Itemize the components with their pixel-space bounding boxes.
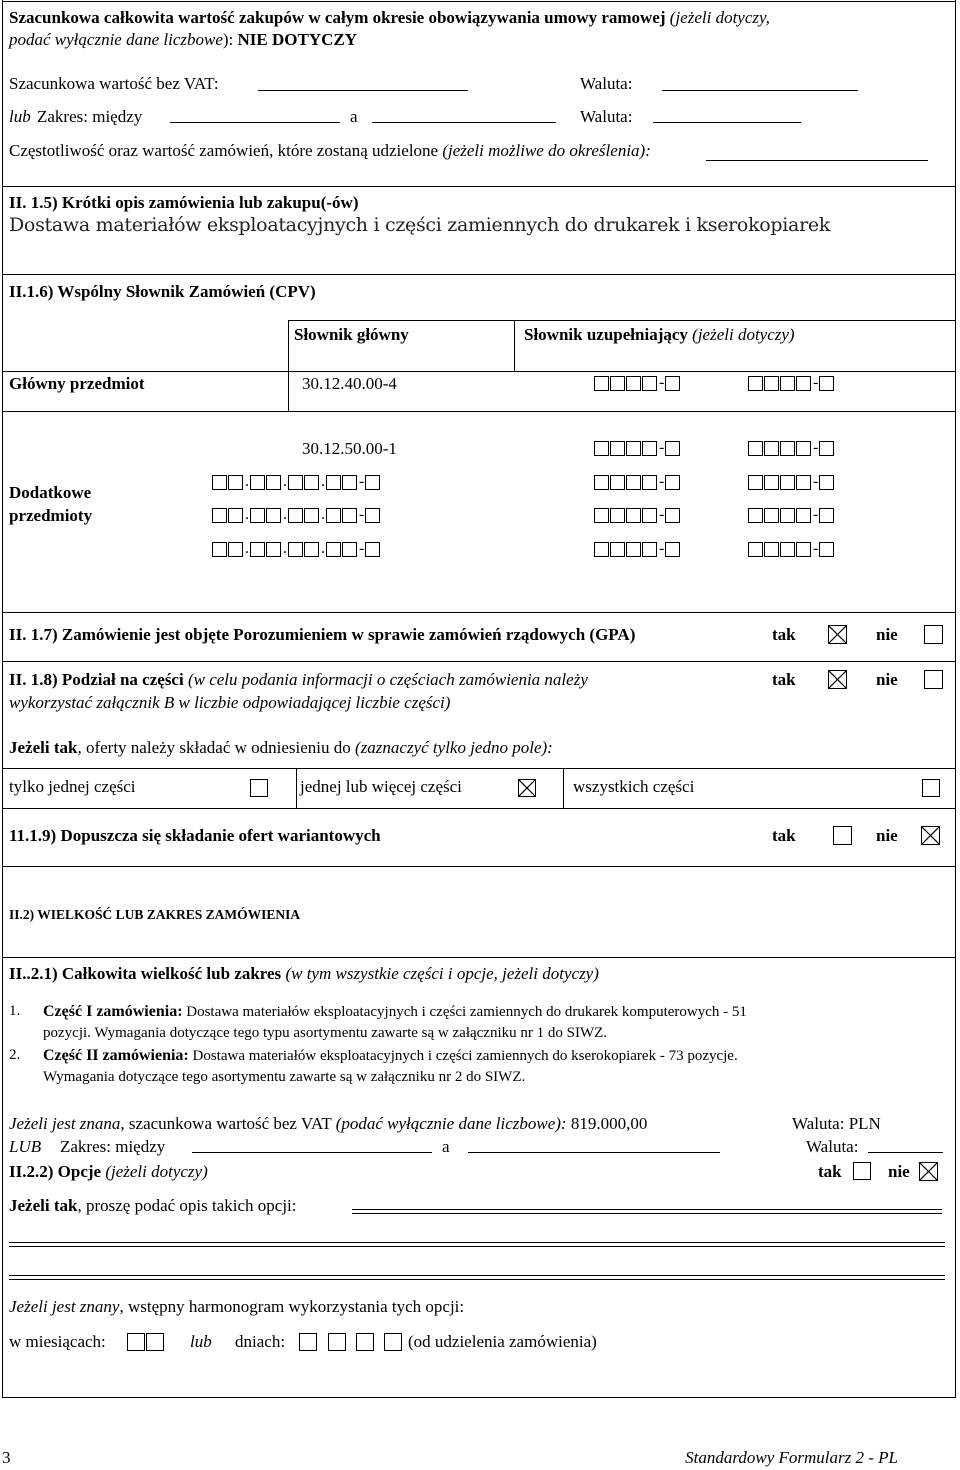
section-1-9-title: 11.1.9) Dopuszcza się składanie ofert wariantowych xyxy=(9,826,381,845)
range-currency-label: Waluta: xyxy=(806,1137,859,1156)
range-label: Zakres: między xyxy=(37,107,143,126)
options-desc-line-2b[interactable] xyxy=(9,1246,945,1247)
range-from-line[interactable] xyxy=(170,122,340,123)
add-main-code-3[interactable]: . . . - xyxy=(212,506,381,524)
variant-yes-label: tak xyxy=(772,826,796,845)
divider-6 xyxy=(2,612,955,613)
options-desc-line-2[interactable] xyxy=(9,1242,945,1243)
total-value-heading-line2: podać wyłącznie dane liczbowe): NIE DOTYCZY xyxy=(9,30,358,49)
options-desc-label: Jeżeli tak, proszę podać opis takich opcji: xyxy=(9,1196,297,1215)
divider-2 xyxy=(2,274,955,275)
opt-one-checkbox[interactable] xyxy=(250,779,268,797)
divider-8 xyxy=(2,768,955,769)
divider-11 xyxy=(2,957,955,958)
days-box-1[interactable] xyxy=(299,1333,317,1351)
cpv-col-divider xyxy=(288,320,289,412)
opt-one-or-more-label: jednej lub więcej części xyxy=(300,777,462,796)
right-border xyxy=(955,0,956,1398)
options-no-label: nie xyxy=(888,1162,910,1181)
cpv-col-supplementary: Słownik uzupełniający (jeżeli dotyczy) xyxy=(524,325,795,344)
left-border xyxy=(2,0,3,1398)
opt-divider-1 xyxy=(296,768,297,808)
opt-all-label: wszystkich części xyxy=(573,777,695,796)
range-label-2: Zakres: między xyxy=(60,1137,166,1156)
add-main-code-4[interactable]: . . . - xyxy=(212,540,381,558)
options-yes-label: tak xyxy=(818,1162,842,1181)
main-supp-code-2[interactable]: - xyxy=(748,374,835,392)
parts-no-label: nie xyxy=(876,670,898,689)
section-1-5-title: II. 1.5) Krótki opis zamówienia lub zakupu(-ów) xyxy=(9,193,359,212)
value-label: Szacunkowa wartość bez VAT: xyxy=(9,74,219,93)
range-and-2: a xyxy=(442,1137,450,1156)
item1-num: 1. xyxy=(9,1003,21,1019)
known-value-line: Jeżeli jest znana, szacunkowa wartość bez VAT (podać wyłącznie dane liczbowe): 819.000,00 xyxy=(9,1114,648,1133)
months-boxes[interactable] xyxy=(127,1333,165,1351)
section-1-6-title: II.1.6) Wspólny Słownik Zamówień (CPV) xyxy=(9,282,316,301)
opt-one-label: tylko jednej części xyxy=(9,777,136,796)
add-supp-code-3a[interactable]: - xyxy=(594,506,681,524)
options-desc-line-1b[interactable] xyxy=(352,1213,942,1214)
options-desc-line-1[interactable] xyxy=(352,1209,942,1210)
bottom-border xyxy=(2,1397,955,1398)
main-supp-code-1[interactable]: - xyxy=(594,374,681,392)
divider-4 xyxy=(2,371,955,372)
parts-no-checkbox[interactable] xyxy=(924,670,943,689)
add-main-code-2[interactable]: . . . - xyxy=(212,473,381,491)
divider-3 xyxy=(288,320,955,321)
section-1-8-line1: II. 1.8) Podział na części (w celu podania informacji o częściach zamówienia należy xyxy=(9,670,588,689)
section-1-8-line2: wykorzystać załącznik B w liczbie odpowiadającej liczbie części) xyxy=(9,693,451,712)
section-2-2-title: II.2.2) Opcje (jeżeli dotyczy) xyxy=(9,1162,208,1181)
days-box-3[interactable] xyxy=(356,1333,374,1351)
options-desc-line-3[interactable] xyxy=(9,1275,945,1276)
frequency-label: Częstotliwość oraz wartość zamówień, które zostaną udzielone (jeżeli możliwe do określenia): xyxy=(9,141,651,160)
add-supp-code-2b[interactable]: - xyxy=(748,473,835,491)
add-supp-code-4b[interactable]: - xyxy=(748,540,835,558)
offers-line: Jeżeli tak, oferty należy składać w odniesieniu do (zaznaczyć tylko jedno pole): xyxy=(9,738,553,757)
options-desc-line-3b[interactable] xyxy=(9,1279,945,1280)
months-label: w miesiącach: xyxy=(9,1332,106,1351)
add-supp-code-3b[interactable]: - xyxy=(748,506,835,524)
range-lub: lub xyxy=(9,107,31,126)
item2-num: 2. xyxy=(9,1047,21,1063)
range-and: a xyxy=(350,107,358,126)
item2-line1: Część II zamówienia: Dostawa materiałów eksploatacyjnych i części zamiennych do kserokopiarek - 73 pozycje. xyxy=(43,1047,738,1064)
parts-yes-checkbox[interactable] xyxy=(828,670,847,689)
schedule-lub: lub xyxy=(190,1332,212,1351)
add-supp-code-1a[interactable]: - xyxy=(594,439,681,457)
variant-no-label: nie xyxy=(876,826,898,845)
item1-line2: pozycji. Wymagania dotyczące tego typu asortymentu zawarte są w załączniku nr 1 do SIWZ. xyxy=(43,1025,608,1041)
range-from-line-2[interactable] xyxy=(192,1152,432,1153)
currency-label-2: Waluta: xyxy=(580,107,633,126)
additional-label-2: przedmioty xyxy=(9,506,93,525)
item2-line2: Wymagania dotyczące tego asortymentu zawarte są w załączniku nr 2 do SIWZ. xyxy=(43,1069,526,1085)
divider-1 xyxy=(2,186,955,187)
variant-yes-checkbox[interactable] xyxy=(833,826,852,845)
gpa-yes-checkbox[interactable] xyxy=(828,625,847,644)
main-object-code: 30.12.40.00-4 xyxy=(302,374,397,393)
cpv-col-main: Słownik główny xyxy=(294,325,409,344)
opt-one-or-more-checkbox[interactable] xyxy=(518,779,536,797)
currency-label-1: Waluta: xyxy=(580,74,633,93)
days-label: dniach: xyxy=(235,1332,286,1351)
divider-5 xyxy=(2,411,955,412)
schedule-label: Jeżeli jest znany, wstępny harmonogram wykorzystania tych opcji: xyxy=(9,1297,465,1316)
gpa-yes-label: tak xyxy=(772,625,796,644)
range-currency-line[interactable] xyxy=(868,1152,943,1153)
parts-yes-label: tak xyxy=(772,670,796,689)
options-no-checkbox[interactable] xyxy=(919,1162,938,1181)
range-lub-2: LUB xyxy=(9,1137,42,1156)
total-value-heading: Szacunkowa całkowita wartość zakupów w całym okresie obowiązywania umowy ramowej (jeżeli dotyczy, xyxy=(9,8,770,27)
page-number: 3 xyxy=(2,1448,11,1467)
cpv-col-divider-2 xyxy=(514,320,515,372)
gpa-no-label: nie xyxy=(876,625,898,644)
frequency-input-line[interactable] xyxy=(706,160,928,161)
opt-divider-2 xyxy=(563,768,564,808)
section-1-5-description: Dostawa materiałów eksploatacyjnych i części zamiennych do drukarek i kserokopiarek xyxy=(9,214,831,236)
additional-code: 30.12.50.00-1 xyxy=(302,439,397,458)
divider-10 xyxy=(2,866,955,867)
range-to-line[interactable] xyxy=(372,122,556,123)
days-box-2[interactable] xyxy=(328,1333,346,1351)
currency-input-line-2[interactable] xyxy=(653,122,801,123)
add-supp-code-2a[interactable]: - xyxy=(594,473,681,491)
form-name: Standardowy Formularz 2 - PL xyxy=(685,1448,898,1467)
section-2-title: II.2) WIELKOŚĆ LUB ZAKRES ZAMÓWIENIA xyxy=(9,907,301,922)
value-input-line[interactable] xyxy=(258,90,468,91)
divider-7 xyxy=(2,661,955,662)
additional-label-1: Dodatkowe xyxy=(9,483,92,502)
currency-input-line-1[interactable] xyxy=(662,90,858,91)
divider-9 xyxy=(2,808,955,809)
section-1-7-title: II. 1.7) Zamówienie jest objęte Porozumieniem w sprawie zamówień rządowych (GPA) xyxy=(9,625,636,644)
range-to-line-2[interactable] xyxy=(468,1152,720,1153)
top-border xyxy=(2,1,955,2)
main-object-label: Główny przedmiot xyxy=(9,374,145,393)
options-yes-checkbox[interactable] xyxy=(853,1162,871,1180)
known-currency: Waluta: PLN xyxy=(792,1114,881,1133)
add-supp-code-1b[interactable]: - xyxy=(748,439,835,457)
from-award-label: (od udzielenia zamówienia) xyxy=(408,1332,597,1351)
variant-no-checkbox[interactable] xyxy=(921,826,940,845)
gpa-no-checkbox[interactable] xyxy=(924,625,943,644)
days-box-4[interactable] xyxy=(384,1333,402,1351)
item1-line1: Część I zamówienia: Dostawa materiałów eksploatacyjnych i części zamiennych do drukarek komputerowych - 51 xyxy=(43,1003,747,1020)
add-supp-code-4a[interactable]: - xyxy=(594,540,681,558)
opt-all-checkbox[interactable] xyxy=(922,779,940,797)
section-2-1-title: II..2.1) Całkowita wielkość lub zakres (w tym wszystkie części i opcje, jeżeli dotyczy) xyxy=(9,964,599,983)
